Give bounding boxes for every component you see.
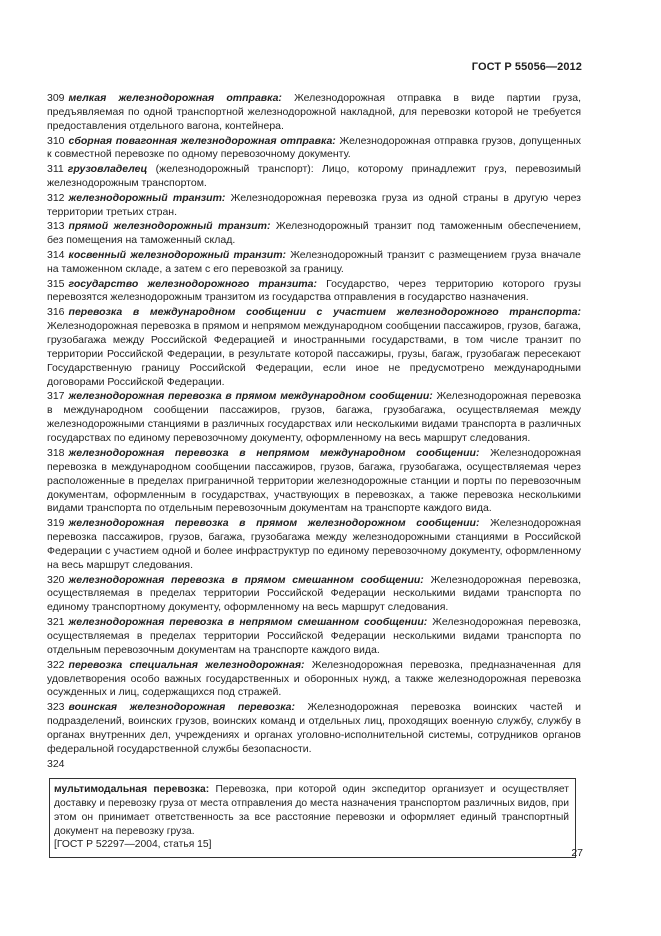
entry-number: 319 [47,517,65,530]
term-entry [47,447,581,517]
term-entry [47,701,581,757]
term-entry [47,220,581,248]
term-entry [47,163,581,191]
entry-number: 316 [47,306,65,319]
entry-definition: Железнодорожная перевозка в прямом и непрямом международном сообщении пассажиров, грузов, багажа, грузобагажа между Российской Федерацией и иностранными государствами, в том числе транзит по территории Российской Федерации, в результате которой пассажиры, грузы, багаж, грузобагаж пересекают Государственную границу Российской Федерации, если иное не предусмотрено международными договорами Российской Федерации. [47,320,581,388]
entry-term: грузовладелец [67,163,148,176]
entry-term: железнодорожный транзит: [68,191,226,204]
entry-number: 317 [47,390,65,403]
source-reference: [ГОСТ Р 52297—2004, статья 15] [54,839,212,851]
entry-number: 324 [47,757,65,770]
term-entry [47,517,581,573]
entry-definition: Железнодорожная перевозка, предназначенная для удовлетворения особо важных государственных и оборонных нужд, а также железнодорожная перевозка осужденных и лиц, содержащихся под стражей. [47,658,581,699]
document-body [47,92,581,858]
entry-term: воинская железнодорожная перевозка: [68,701,295,714]
page-number: 27 [571,847,583,859]
entry-term: косвенный железнодорожный транзит: [68,248,287,261]
document-standard-code: ГОСТ Р 55056—2012 [471,61,582,73]
entry-definition: Железнодорожная перевозка в международном сообщении пассажиров, грузов, багажа, грузобагажа, осуществляемая через расположенные в пределах приграничной территории железнодорожные станции и порты по перевозочным документам, оформленным в государствах, участвующих в перевозках, а также перевозка несколькими видами транспорта по отдельным перевозочным документам на транспорте каждого вида. [47,446,581,515]
entry-number: 315 [47,277,65,290]
term-entry [47,135,581,163]
entry-term: железнодорожная перевозка в прямом смешанном сообщении: [68,573,424,586]
entry-definition: Железнодорожный транзит под таможенным обеспечением, без помещения на таможенный склад. [47,220,581,247]
term-entry [47,278,581,306]
entry-number: 310 [47,134,65,147]
term-entry [47,616,581,658]
entry-number: 322 [47,658,65,671]
entry-number: 311 [47,163,64,176]
entry-definition: Железнодорожная перевозка пассажиров, грузов, багажа, грузобагажа между железнодорожными станциями в Российской Федерации с участием одной и более инфраструктур по единому перевозочному документу, оформленному на весь маршрут следования. [47,517,582,571]
entry-definition: Железнодорожная отправка в виде партии груза, предъявляемая по одной транспортной железнодорожной накладной, для перевозки которой не требуется предоставления отдельного вагона, контейнера. [47,92,581,132]
entry-definition: (железнодорожный транспорт): Лицо, которому принадлежит груз, перевозимый железнодорожным транспортом. [47,163,581,190]
entry-definition: Железнодорожная перевозка, осуществляемая в пределах территории Российской Федерации несколькими видами транспорта по отдельным перевозочным документам на транспорте каждого вида. [47,616,581,656]
entry-term: железнодорожная перевозка в непрямом смешанном сообщении: [68,616,428,629]
entry-number: 321 [47,616,65,629]
term-entry [47,574,581,616]
entry-definition: Перевозка, при которой один экспедитор организует и осуществляет доставку и перевозку груза от места отправления до места назначения транспортом различных видов, при этом он принимает ответственность за все расстояние перевозки и оформляет единый транспортный документ на перевозку груза. [54,784,569,837]
entry-term: прямой железнодорожный транзит: [68,220,271,233]
boxed-term-entry [49,778,576,858]
entry-definition: Железнодорожная перевозка в международном сообщении пассажиров, грузов, багажа, грузобагажа, осуществляемая между железнодорожными станциями в различных государствах или несколькими видами транспорта в различных государствах по единому перевозочному документу, оформленному на весь маршрут следования. [47,390,581,445]
entry-term: мелкая железнодорожная отправка: [68,92,282,104]
entry-number: 313 [47,220,65,233]
entry-definition: Железнодорожная отправка грузов, допущенных к совместной перевозке по одному перевозочному документу. [47,134,581,161]
term-entry [47,306,581,389]
entry-number: 312 [47,191,65,204]
entry-term: мультимодальная перевозка: [54,784,210,796]
boxed-definition [54,783,569,838]
entry-number: 323 [47,701,65,714]
term-entry [47,390,581,446]
term-entry [47,92,581,134]
term-entry [47,249,581,277]
entry-definition: Железнодорожный транзит с размещением груза вначале на таможенном складе, а затем с его перевозкой за границу. [47,248,581,275]
entry-definition: Железнодорожная перевозка, осуществляемая в пределах территории Российской Федерации несколькими видами транспорта по единому транспортному документу, оформленному на весь маршрут следования. [47,573,582,614]
entry-term: перевозка в международном сообщении с участием железнодорожного транспорта: [68,306,581,319]
entry-term: государство железнодорожного транзита: [68,277,317,290]
entry-number: 309 [47,92,65,104]
term-entry [47,659,581,701]
entry-term: железнодорожная перевозка в непрямом международном сообщении: [68,446,480,459]
entry-term: перевозка специальная железнодорожная: [68,658,305,671]
entry-definition: Железнодорожная перевозка груза из одной страны в другую через территории третьих стран. [47,191,581,218]
entry-definition: Железнодорожная перевозка воинских частей и подразделений, воинских грузов, воинских команд и отдельных лиц, проходящих военную службу, службу в органах внутренних дел, учреждениях и органах уголовно-исполнительной системы, сотрудников органов федеральной государственной службы безопасности. [47,701,582,755]
entry-number: 318 [47,446,65,459]
entry-term: железнодорожная перевозка в прямом международном сообщении: [68,390,433,403]
entry-term: сборная повагонная железнодорожная отправка: [68,134,336,147]
term-entry [47,192,581,220]
entry-number: 314 [47,248,65,261]
entry-term: железнодорожная перевозка в прямом железнодорожном сообщении: [68,517,480,530]
entry-definition: Государство, через территорию которого грузы перевозятся железнодорожным транзитом из государства отправления в государство назначения. [47,277,581,304]
entry-number: 320 [47,573,65,586]
